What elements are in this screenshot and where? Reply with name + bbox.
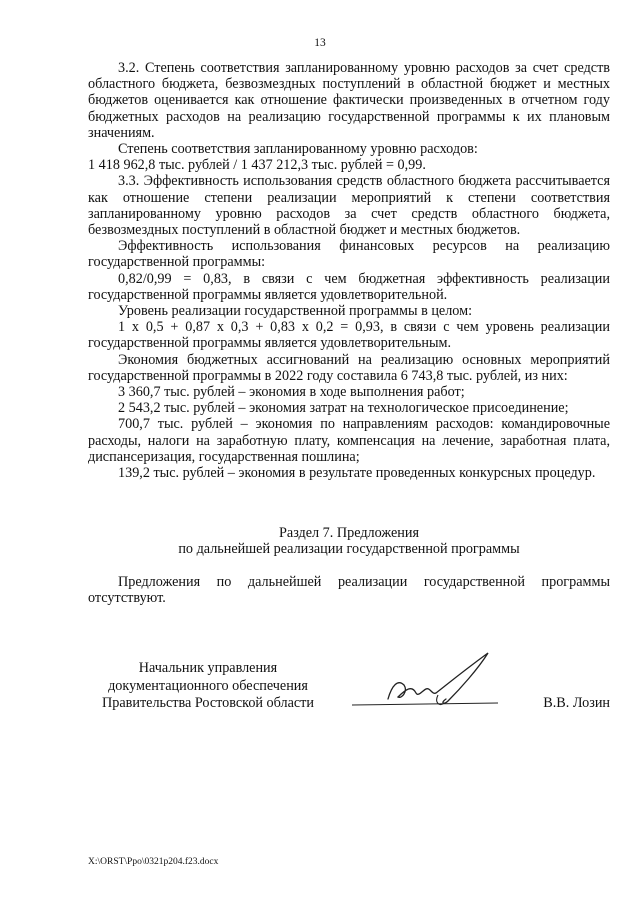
section-subtitle: по дальнейшей реализации государственной программы xyxy=(178,541,520,558)
section-title: Раздел 7. Предложения xyxy=(279,525,419,541)
paragraph: 3.3. Эффективность использования средств областного бюджета рассчитывается как отношение степени реализации мероприятий к степени соответствия запланированному уровню расходов за счет средств областного бюджета, безвозмездных поступлений в областной бюджет и местных бюджетов. xyxy=(88,173,610,239)
proposal-text xyxy=(88,574,610,606)
paragraph: 0,82/0,99 = 0,83, в связи с чем бюджетная эффективность реализации государственной программы является удовлетворительной. xyxy=(88,270,610,303)
page-number: 13 xyxy=(314,37,326,49)
signatory-line: документационного обеспечения xyxy=(108,677,308,694)
handwritten-signature xyxy=(348,645,508,715)
signatory-name: В.В. Лозин xyxy=(543,695,610,711)
paragraph: Экономия бюджетных ассигнований на реализацию основных мероприятий государственной программы в 2022 году составила 6 743,8 тыс. рублей, из них: xyxy=(88,351,610,384)
paragraph: 1 х 0,5 + 0,87 х 0,3 + 0,83 х 0,2 = 0,93, в связи с чем уровень реализации государственной программы является удовлетворительным. xyxy=(88,319,610,352)
paragraph: 139,2 тыс. рублей – экономия в результате проведенных конкурсных процедур. xyxy=(118,465,596,482)
paragraph: 700,7 тыс. рублей – экономия по направлениям расходов: командировочные расходы, налоги на заработную плату, компенсация на лечение, заработная плата, диспансеризация, государственная пошлина; xyxy=(88,416,610,465)
paragraph: Уровень реализации государственной программы в целом: xyxy=(118,303,473,320)
paragraph: Предложения по дальнейшей реализации государственной программы отсутствуют. xyxy=(88,574,610,607)
body-text xyxy=(88,60,610,481)
paragraph: Эффективность использования финансовых ресурсов на реализацию государственной программы: xyxy=(88,238,610,271)
paragraph: 3.2. Степень соответствия запланированному уровню расходов за счет средств областного бюджета, безвозмездных поступлений в областной бюджет и местных бюджетов оценивается как отношение фактически произведенных в отчетном году бюджетных расходов на реализацию государственной программы к их плановым значениям. xyxy=(88,60,610,141)
signatory-line: Начальник управления xyxy=(138,660,278,676)
file-path: X:\ORST\Ppo\0321p204.f23.docx xyxy=(88,857,219,867)
paragraph: 3 360,7 тыс. рублей – экономия в ходе выполнения работ; xyxy=(118,384,465,401)
signatory-title xyxy=(88,660,328,713)
section-heading xyxy=(88,525,610,557)
paragraph: 1 418 962,8 тыс. рублей / 1 437 212,3 тыс. рублей = 0,99. xyxy=(88,157,426,174)
paragraph: Степень соответствия запланированному уровню расходов: xyxy=(118,141,478,158)
paragraph: 2 543,2 тыс. рублей – экономия затрат на технологическое присоединение; xyxy=(118,400,569,417)
signatory-line: Правительства Ростовской области xyxy=(102,695,314,711)
